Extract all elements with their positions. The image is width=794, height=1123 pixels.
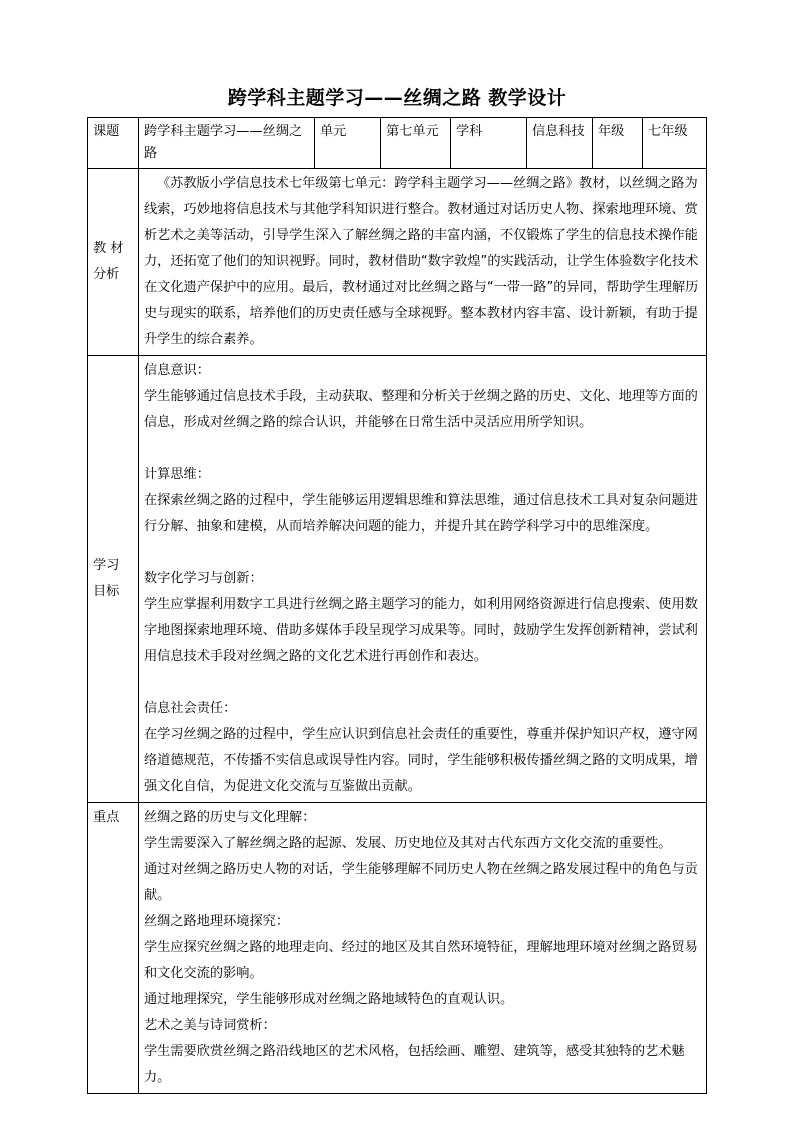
key-point-line: 学生需要欣赏丝绸之路沿线地区的艺术风格，包括绘画、雕塑、建筑等，感受其独特的艺术魅力。 xyxy=(144,1044,685,1085)
key-points-row xyxy=(88,803,707,1094)
unit-label: 单元 xyxy=(315,118,381,169)
subject-value: 信息科技 xyxy=(527,118,593,169)
goal-text: 在学习丝绸之路的过程中，学生应认识到信息社会责任的重要性，尊重并保护知识产权，遵守网络道德规范，不传播不实信息或误导性内容。同时，学生能够积极传播丝绸之路的文明成果，增强文化自信，为促进文化交流与互鉴做出贡献。 xyxy=(144,727,698,794)
material-label-line-2: 分析 xyxy=(93,267,120,282)
material-label xyxy=(88,169,139,356)
goals-row xyxy=(88,356,707,803)
key-points-content xyxy=(139,803,707,1094)
material-text: 《苏教版小学信息技术七年级第七单元：跨学科主题学习——丝绸之路》教材，以丝绸之路为线索，巧妙地将信息技术与其他学科知识进行整合。教材通过对话历史人物、探索地理环境、赏析艺术之美等活动，引导学生深入了解丝绸之路的丰富内涵，不仅锻炼了学生的信息技术操作能力，还拓宽了他们的知识视野。同时，教材借助“数字敦煌”的实践活动，让学生体验数字化技术在文化遗产保护中的应用。最后，教材通过对比丝绸之路与“一带一路”的异同，帮助学生理解历史与现实的联系，培养他们的历史责任感与全球视野。整本教材内容丰富、设计新颖，有助于提升学生的综合素养。 xyxy=(139,169,707,356)
key-point-line: 丝绸之路地理环境探究： xyxy=(144,914,290,929)
key-points-label: 重点 xyxy=(88,803,139,1094)
goal-heading: 数字化学习与创新： xyxy=(144,571,263,586)
key-point-line: 丝绸之路的历史与文化理解： xyxy=(144,810,316,825)
grade-value: 七年级 xyxy=(643,118,707,169)
subject-label: 学科 xyxy=(451,118,527,169)
material-label-line-1: 教 材 xyxy=(93,241,124,256)
goal-heading: 计算思维： xyxy=(144,467,210,482)
goals-label xyxy=(88,356,139,803)
key-point-line: 通过地理探究，学生能够形成对丝绸之路地域特色的直观认识。 xyxy=(144,992,514,1007)
goals-label-line-1: 学习 xyxy=(93,558,120,573)
goal-heading: 信息社会责任： xyxy=(144,701,237,716)
goal-text: 在探索丝绸之路的过程中，学生能够运用逻辑思维和算法思维，通过信息技术工具对复杂问题进行分解、抽象和建模，从而培养解决问题的能力，并提升其在跨学科学习中的思维深度。 xyxy=(144,493,698,534)
goals-content xyxy=(139,356,707,803)
unit-value: 第七单元 xyxy=(381,118,451,169)
course-label: 课题 xyxy=(88,118,139,169)
grade-label: 年级 xyxy=(593,118,643,169)
goals-label-line-2: 目标 xyxy=(93,584,120,599)
goal-text: 学生应掌握利用数字工具进行丝绸之路主题学习的能力，如利用网络资源进行信息搜索、使用数字地图探索地理环境、借助多媒体手段呈现学习成果等。同时，鼓励学生发挥创新精神，尝试利用信息技术手段对丝绸之路的文化艺术进行再创作和表达。 xyxy=(144,597,698,664)
key-point-line: 艺术之美与诗词赏析： xyxy=(144,1018,276,1033)
lesson-plan-table xyxy=(87,117,707,1094)
goal-text: 学生能够通过信息技术手段，主动获取、整理和分析关于丝绸之路的历史、文化、地理等方面的信息，形成对丝绸之路的综合认识，并能够在日常生活中灵活应用所学知识。 xyxy=(144,389,698,430)
key-point-line: 学生需要深入了解丝绸之路的起源、发展、历史地位及其对古代东西方文化交流的重要性。 xyxy=(144,836,672,851)
document-title: 跨学科主题学习——丝绸之路 教学设计 xyxy=(227,87,567,109)
key-point-line: 学生应探究丝绸之路的地理走向、经过的地区及其自然环境特征，理解地理环境对丝绸之路贸易和文化交流的影响。 xyxy=(144,940,698,981)
key-point-line: 通过对丝绸之路历史人物的对话，学生能够理解不同历史人物在丝绸之路发展过程中的角色与贡献。 xyxy=(144,862,698,903)
material-row xyxy=(88,169,707,356)
course-value: 跨学科主题学习——丝绸之路 xyxy=(139,118,315,169)
goal-heading: 信息意识： xyxy=(144,363,210,378)
header-row xyxy=(88,118,707,169)
